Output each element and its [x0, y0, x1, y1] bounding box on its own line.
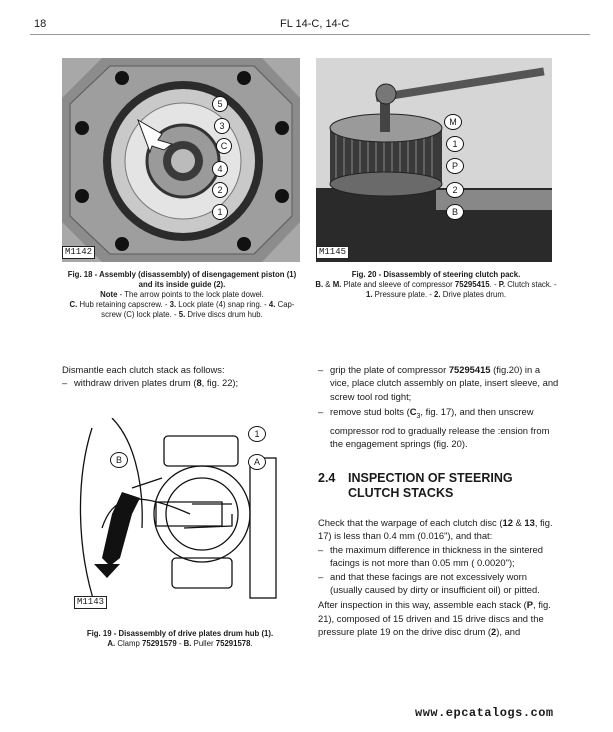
fig20-illustration — [316, 58, 552, 262]
header-rule — [30, 34, 590, 35]
left-instructions — [62, 363, 302, 390]
section-heading — [318, 471, 560, 501]
fig18-tag: M1142 — [62, 246, 95, 259]
section-body — [318, 516, 560, 639]
fig20-callout-p: P — [446, 158, 464, 174]
fig20-callout-b: B — [446, 204, 464, 220]
fig19-drawing — [72, 418, 278, 614]
fig18-callout-2: 2 — [212, 182, 228, 198]
section-bullet-2: – and that these facings are not excessively worn (usually caused by dirty or insufficient oil) or pitted. — [318, 570, 540, 596]
fig19-callout-a: A — [248, 454, 266, 470]
section-title-line-1: INSPECTION OF STEERING — [348, 471, 513, 485]
section-para-1: Check that the warpage of each clutch disc (12 & 13, fig. 17) is less than 0.4 mm (0.016"), and that: — [318, 517, 553, 542]
fig18-callout-4: 4 — [212, 161, 228, 177]
section-number: 2.4 — [318, 471, 336, 485]
fig19-tag: M1143 — [74, 596, 107, 609]
fig18-callout-c: C — [216, 138, 232, 154]
left-intro: Dismantle each clutch stack as follows: — [62, 364, 225, 375]
header-title: FL 14-C, 14-C — [280, 18, 350, 30]
fig19-legend: A. Clamp 75291579 - B. Puller 75291578. — [107, 639, 253, 648]
fig19-callout-1: 1 — [248, 426, 266, 442]
fig20-callout-m: M — [444, 114, 462, 130]
fig18-photo — [62, 58, 300, 262]
right-instructions — [318, 363, 560, 450]
page-number: 18 — [34, 18, 47, 30]
fig20-legend: B. & M. Plate and sleeve of compressor 75295415. - P. Clutch stack. - 1. Pressure plate. - 2. Drive plates drum. — [315, 280, 557, 299]
fig19-illustration — [72, 418, 278, 614]
section-bullet-1: – the maximum difference in thickness in the sintered facings is not more than 0.05 mm ( 0.0020"); — [318, 543, 543, 569]
fig18-illustration — [62, 58, 300, 262]
right-item-1: – grip the plate of compressor 75295415 (fig.20) in a vice, place clutch assembly on plate, insert sleeve, and screw tool rod tight; — [318, 364, 559, 402]
fig18-caption-title: Fig. 18 - Assembly (disassembly) of disengagement piston (1) and its inside guide (2). — [67, 270, 297, 289]
section-para-2: After inspection in this way, assemble each stack (P, fig. 21), composed of 15 driven and 15 drive discs and the pressure plate 19 on the drive disc drum (2), and — [318, 599, 551, 638]
section-title-line-2: CLUTCH STACKS — [348, 486, 454, 500]
fig18-callout-3: 3 — [214, 118, 230, 134]
fig20-callout-1: 1 — [446, 136, 464, 152]
fig18-note: Note - The arrow points to the lock plate dowel. — [100, 290, 264, 299]
fig19-caption — [62, 629, 298, 649]
right-item-2: – remove stud bolts ($C_3$, fig. 17), and then unscrew compressor rod to gradually release the :ension from the engagement springs (fig. 20). — [318, 406, 550, 449]
fig18-callout-1: 1 — [212, 204, 228, 220]
fig19-caption-title: Fig. 19 - Disassembly of drive plates drum hub (1). — [86, 629, 274, 638]
fig20-caption-title: Fig. 20 - Disassembly of steering clutch pack. — [351, 270, 521, 279]
fig20-tag: M1145 — [316, 246, 349, 259]
fig18-legend: C. Hub retaining capscrew. - 3. Lock plate (4) snap ring. - 4. Cap-screw (C) lock plate. - 5. Drive discs drum hub. — [69, 300, 295, 319]
left-item-1: – withdraw driven plates drum (8, fig. 22); — [62, 377, 239, 389]
fig18-caption — [60, 270, 304, 320]
fig19-callout-b: B — [110, 452, 128, 468]
fig20-caption — [314, 270, 558, 300]
fig20-callout-2: 2 — [446, 182, 464, 198]
footer-url: www.epcatalogs.com — [415, 706, 554, 720]
fig20-photo — [316, 58, 552, 262]
fig18-callout-5: 5 — [212, 96, 228, 112]
